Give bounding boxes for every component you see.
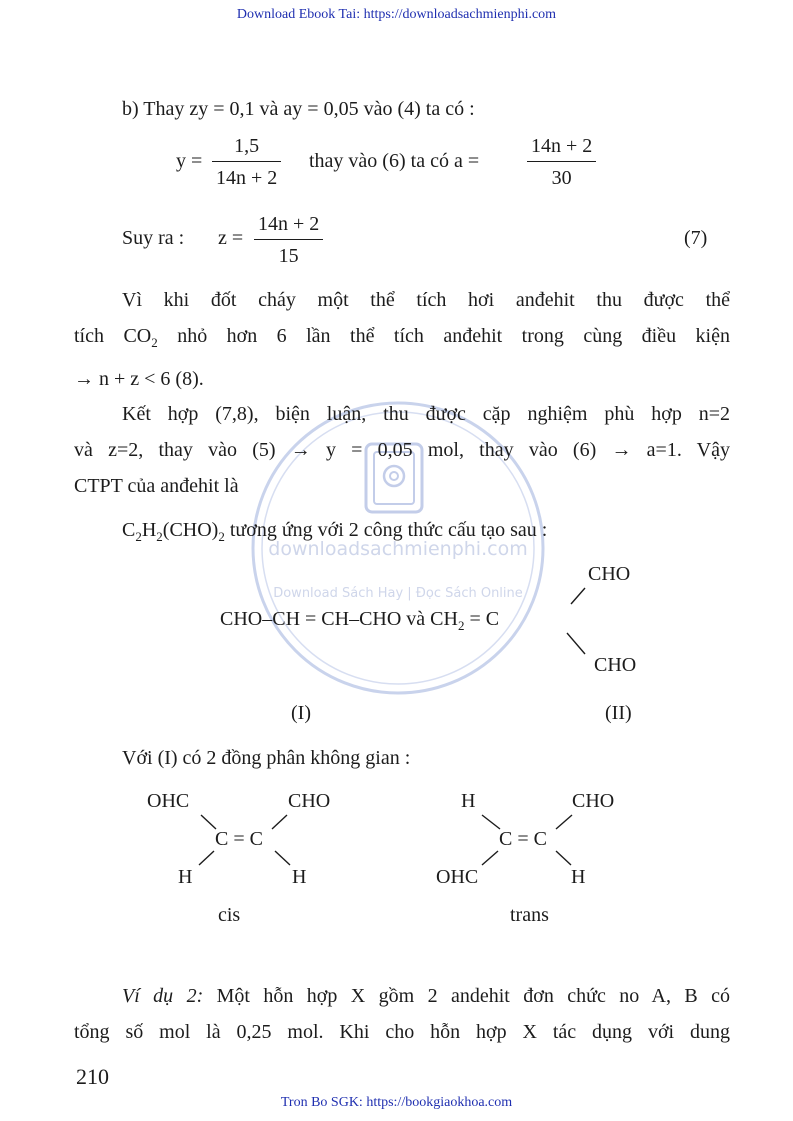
para1-line1: Vì khi đốt cháy một thể tích hơi anđehit thu được thể: [122, 289, 730, 311]
page-number: 210: [76, 1064, 109, 1089]
cis-top-left: OHC: [147, 790, 190, 812]
trans-center: C = C: [499, 828, 547, 850]
example-text1: Một hỗn hợp X gồm 2 andehit đơn chức no A, B có: [203, 985, 731, 1007]
cis-bottom-left: H: [178, 866, 193, 888]
example-label: Ví dụ 2:: [122, 985, 204, 1007]
bond-cis-tr: [272, 815, 287, 829]
bond-ii-top: [571, 588, 585, 604]
footer-sgk-link[interactable]: Tron Bo SGK: https://bookgiaokhoa.com: [280, 1095, 513, 1110]
trans-label: trans: [510, 904, 549, 926]
eq2-den: 15: [278, 245, 299, 267]
trans-top-right: CHO: [572, 790, 615, 812]
eq2-tag: (7): [684, 227, 708, 249]
eq2-num: 14n + 2: [258, 213, 320, 235]
bond-cis-br: [275, 851, 290, 865]
cis-center: C = C: [215, 828, 263, 850]
bond-cis-bl: [199, 851, 214, 865]
watermark-tagline: Download Sách Hay | Đọc Sách Online: [273, 586, 523, 601]
bond-cis-tl: [201, 815, 216, 829]
para1-line2a: tích CO: [74, 325, 152, 347]
eq1-den1: 14n + 2: [216, 167, 278, 189]
para1-line2b: nhỏ hơn 6 lần thể tích anđehit trong cùng điều kiện: [157, 325, 730, 347]
structure-bottom-cho: CHO: [594, 654, 637, 676]
bond-trans-br: [556, 851, 571, 865]
bond-trans-bl: [482, 851, 498, 865]
label-i: (I): [291, 702, 311, 724]
label-ii: (II): [605, 702, 632, 724]
cis-bottom-right: H: [292, 866, 307, 888]
eq1-num2: 14n + 2: [531, 135, 593, 157]
trans-bottom-left: OHC: [436, 866, 479, 888]
para1-line3: → n + z < 6 (8).: [74, 368, 204, 390]
formula-line: $C_2H_2(CHO)_2$ tương ứng với 2 công thức cấu tạo sau :: [122, 519, 548, 544]
example-text2: tổng số mol là 0,25 mol. Khi cho hỗn hợp X tác dụng với dung: [74, 1021, 730, 1043]
para1-sub: 2: [151, 335, 158, 350]
eq2-lhs: z =: [218, 227, 244, 249]
line-b: b) Thay zy = 0,1 và ay = 0,05 vào (4) ta có :: [122, 98, 475, 120]
example-2: [74, 978, 730, 1050]
bond-ii-bottom: [567, 633, 585, 654]
para2-line2: và z=2, thay vào (5) → y = 0,05 mol, thay vào (6) → a=1. Vậy: [74, 439, 730, 461]
header-download-link[interactable]: Download Ebook Tai: https://downloadsachmienphi.com: [236, 7, 557, 22]
cis-top-right: CHO: [288, 790, 331, 812]
para2-line3: CTPT của anđehit là: [74, 475, 239, 497]
eq2-lead: Suy ra :: [122, 227, 185, 249]
eq1-den2: 30: [551, 167, 572, 189]
isomer-intro: Với (I) có 2 đồng phân không gian :: [122, 747, 411, 769]
cis-label: cis: [218, 904, 241, 926]
structure-top-cho: CHO: [588, 563, 631, 585]
para2-line1: Kết hợp (7,8), biện luận, thu được cặp nghiệm phù hợp n=2: [122, 403, 730, 425]
trans-top-left: H: [461, 790, 476, 812]
eq1-lhs: y =: [176, 150, 203, 172]
eq1-mid: thay vào (6) ta có a =: [309, 150, 480, 172]
eq1-num1: 1,5: [234, 135, 260, 157]
watermark-site: downloadsachmienphi.com: [268, 538, 528, 560]
trans-bottom-right: H: [571, 866, 586, 888]
bond-trans-tr: [556, 815, 572, 829]
bond-trans-tl: [482, 815, 500, 829]
structure-linear: CHO–CH = CH–CHO và $CH_2 = C$: [220, 608, 500, 633]
